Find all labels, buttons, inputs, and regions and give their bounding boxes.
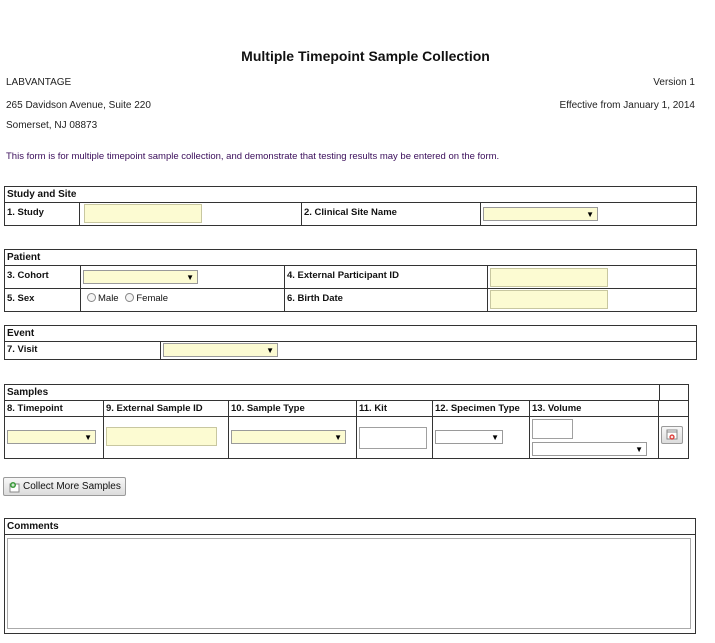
form-description: This form is for multiple timepoint sample collection, and demonstrate that testing results may be entered on the form. [6,151,500,162]
sex-radio-female[interactable] [125,293,134,302]
volume-unit-select[interactable] [532,442,647,456]
chevron-down-icon: ▼ [491,433,499,442]
comments-section [4,518,696,634]
clinical-site-label: 2. Clinical Site Name [304,207,397,218]
chevron-down-icon: ▼ [84,433,92,442]
external-sample-id-column-header: 9. External Sample ID [106,403,203,414]
volume-column-header: 13. Volume [532,403,582,414]
cohort-label: 3. Cohort [7,270,49,281]
delete-row-icon [662,427,682,443]
timepoint-select[interactable] [7,430,96,444]
sex-radio-group [87,293,172,304]
external-participant-id-label: 4. External Participant ID [287,270,399,281]
address-line-2: Somerset, NJ 08873 [6,120,98,131]
volume-input[interactable] [532,419,573,439]
kit-column-header: 11. Kit [359,403,387,414]
sex-radio-male[interactable] [87,293,96,302]
chevron-down-icon: ▼ [266,346,274,355]
chevron-down-icon: ▼ [586,210,594,219]
collect-more-samples-button[interactable] [3,477,126,496]
birth-date-input[interactable] [490,290,608,309]
birth-date-label: 6. Birth Date [287,293,343,304]
sample-type-select[interactable] [231,430,346,444]
section-heading-comments: Comments [5,519,695,535]
specimen-type-column-header: 12. Specimen Type [435,403,520,414]
section-heading-study-site: Study and Site [5,187,696,203]
chevron-down-icon: ▼ [635,445,643,454]
sex-label: 5. Sex [7,293,35,304]
study-site-section [4,186,697,226]
patient-section [4,249,697,312]
sex-option-female-label: Female [136,293,169,304]
event-section [4,325,697,360]
kit-input[interactable] [359,427,427,449]
external-participant-id-input[interactable] [490,268,608,287]
org-name: LABVANTAGE [6,77,72,88]
specimen-type-select[interactable] [435,430,503,444]
page-title: Multiple Timepoint Sample Collection [241,48,490,64]
section-heading-patient: Patient [5,250,696,266]
sex-option-male-label: Male [98,293,119,304]
samples-section [4,384,689,459]
comments-textarea[interactable] [7,538,691,629]
external-sample-id-input[interactable] [106,427,217,446]
chevron-down-icon: ▼ [186,273,194,282]
study-input[interactable] [84,204,202,223]
effective-date: Effective from January 1, 2014 [559,100,695,111]
address-line-1: 265 Davidson Avenue, Suite 220 [6,100,151,111]
version-label: Version 1 [653,77,695,88]
visit-select[interactable] [163,343,278,357]
add-icon [8,480,22,494]
clinical-site-select[interactable] [483,207,598,221]
remove-sample-button[interactable] [661,426,683,444]
table-row [5,417,688,458]
study-label: 1. Study [7,207,44,218]
cohort-select[interactable] [83,270,198,284]
sample-type-column-header: 10. Sample Type [231,403,305,414]
section-heading-samples: Samples [5,385,688,401]
section-heading-event: Event [5,326,696,342]
chevron-down-icon: ▼ [334,433,342,442]
collect-more-samples-label: Collect More Samples [23,481,121,492]
timepoint-column-header: 8. Timepoint [7,403,63,414]
visit-label: 7. Visit [7,344,38,355]
